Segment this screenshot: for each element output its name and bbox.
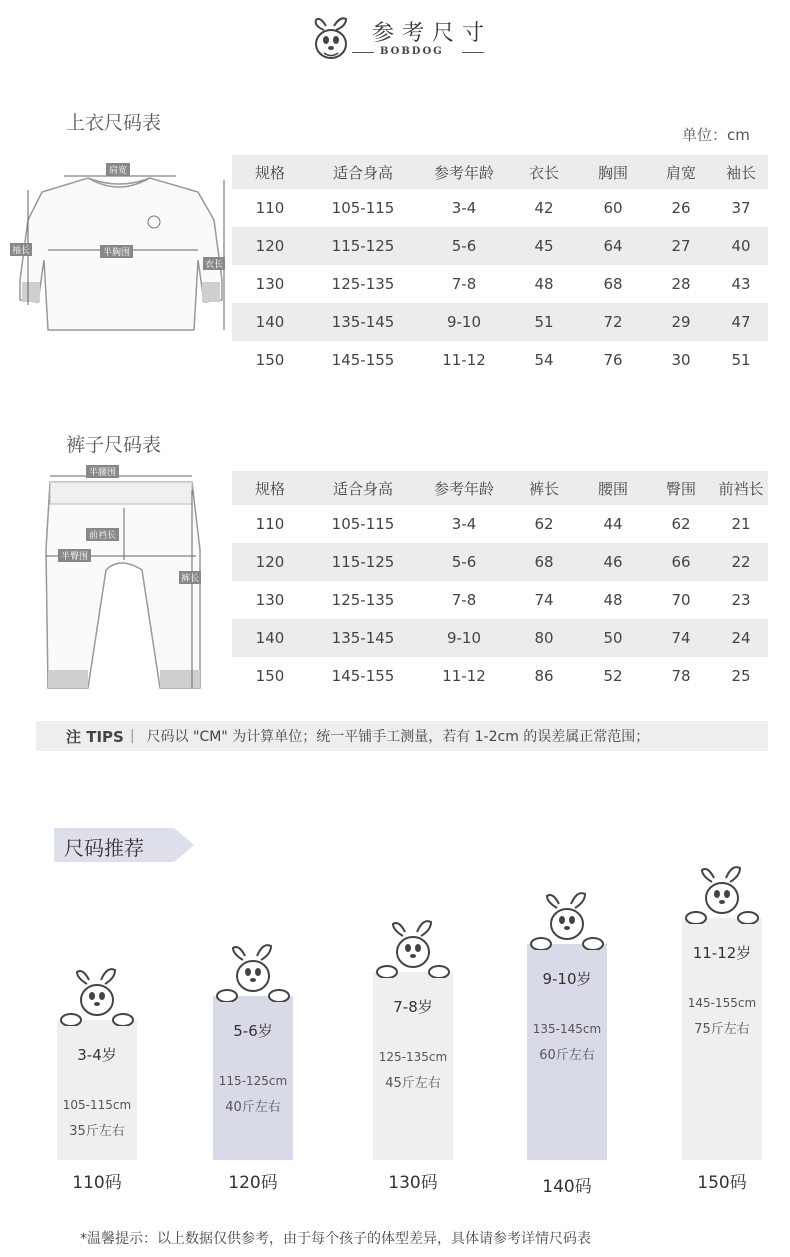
table-row bbox=[232, 227, 768, 265]
table-header-cell: 规格 bbox=[254, 479, 285, 498]
table-header-row bbox=[232, 471, 768, 505]
table-header-cell: 裤长 bbox=[528, 479, 559, 498]
table-cell: 28 bbox=[671, 275, 691, 293]
table-header-cell: 前裆长 bbox=[718, 479, 764, 498]
table-header-cell: 袖长 bbox=[725, 163, 756, 182]
tips-separator: | bbox=[129, 728, 135, 744]
table-header-cell: 腰围 bbox=[597, 479, 628, 498]
table-cell: 120 bbox=[255, 553, 285, 571]
size-label: 150码 bbox=[697, 1173, 747, 1193]
table-header-cell: 肩宽 bbox=[665, 163, 696, 182]
table-cell: 27 bbox=[671, 237, 691, 255]
rise-label: 前裆长 bbox=[86, 528, 119, 541]
table-cell: 86 bbox=[534, 667, 554, 685]
table-cell: 40 bbox=[731, 237, 751, 255]
weight: 40斤左右 bbox=[225, 1100, 281, 1115]
table-cell: 50 bbox=[603, 629, 623, 647]
table-cell: 72 bbox=[603, 313, 623, 331]
size-label: 140码 bbox=[542, 1177, 592, 1197]
height-range: 135-145cm bbox=[532, 1022, 602, 1036]
table-cell: 43 bbox=[731, 275, 751, 293]
tips-bar bbox=[36, 721, 768, 751]
table-cell: 135-145 bbox=[331, 629, 395, 647]
page-title: 参考尺寸 bbox=[372, 21, 493, 46]
table-header-cell: 适合身高 bbox=[332, 163, 393, 182]
table-row bbox=[232, 303, 768, 341]
table-cell: 145-155 bbox=[331, 351, 395, 369]
table-cell: 62 bbox=[534, 515, 554, 533]
pants-size-table bbox=[232, 471, 768, 695]
size-bar bbox=[682, 918, 762, 1160]
table-cell: 140 bbox=[255, 313, 285, 331]
table-cell: 24 bbox=[731, 629, 751, 647]
height-range: 125-135cm bbox=[378, 1050, 448, 1064]
age-range: 7-8岁 bbox=[393, 998, 433, 1016]
weight: 60斤左右 bbox=[539, 1048, 595, 1063]
table-header-cell: 规格 bbox=[254, 163, 285, 182]
pants-section-title: 裤子尺码表 bbox=[66, 434, 162, 456]
size-label: 130码 bbox=[388, 1173, 438, 1193]
table-cell: 46 bbox=[603, 553, 623, 571]
table-cell: 64 bbox=[603, 237, 623, 255]
table-row bbox=[232, 619, 768, 657]
table-cell: 150 bbox=[255, 351, 285, 369]
table-cell: 5-6 bbox=[451, 237, 477, 255]
table-cell: 44 bbox=[603, 515, 623, 533]
chest-label: 半胸围 bbox=[100, 245, 133, 258]
weight: 35斤左右 bbox=[69, 1124, 125, 1139]
table-cell: 60 bbox=[603, 199, 623, 217]
table-row bbox=[232, 543, 768, 581]
table-cell: 62 bbox=[671, 515, 691, 533]
table-cell: 5-6 bbox=[451, 553, 477, 571]
table-cell: 48 bbox=[534, 275, 554, 293]
size-label: 120码 bbox=[228, 1173, 278, 1193]
hip-label: 半臀围 bbox=[58, 549, 91, 562]
age-range: 9-10岁 bbox=[542, 970, 592, 988]
table-row bbox=[232, 341, 768, 379]
table-cell: 130 bbox=[255, 275, 285, 293]
dog-mascot-icon bbox=[527, 890, 607, 950]
table-cell: 74 bbox=[534, 591, 554, 609]
table-cell: 115-125 bbox=[331, 237, 395, 255]
dog-mascot-icon bbox=[682, 864, 762, 924]
table-row bbox=[232, 581, 768, 619]
table-row bbox=[232, 189, 768, 227]
shoulder-label: 肩宽 bbox=[106, 163, 130, 176]
dog-mascot-icon bbox=[57, 966, 137, 1026]
weight: 45斤左右 bbox=[385, 1076, 441, 1091]
table-cell: 7-8 bbox=[451, 591, 477, 609]
table-cell: 52 bbox=[603, 667, 623, 685]
table-cell: 3-4 bbox=[451, 199, 477, 217]
table-cell: 21 bbox=[731, 515, 751, 533]
table-cell: 125-135 bbox=[331, 591, 395, 609]
weight: 75斤左右 bbox=[694, 1022, 750, 1037]
table-cell: 47 bbox=[731, 313, 751, 331]
table-header-row bbox=[232, 155, 768, 189]
table-cell: 23 bbox=[731, 591, 751, 609]
unit-label: 单位：cm bbox=[682, 126, 750, 144]
table-cell: 110 bbox=[255, 515, 285, 533]
table-cell: 145-155 bbox=[331, 667, 395, 685]
table-cell: 51 bbox=[534, 313, 554, 331]
table-cell: 130 bbox=[255, 591, 285, 609]
age-range: 5-6岁 bbox=[233, 1022, 273, 1040]
table-header-cell: 参考年龄 bbox=[433, 479, 494, 498]
table-cell: 150 bbox=[255, 667, 285, 685]
size-bar bbox=[213, 996, 293, 1160]
table-cell: 120 bbox=[255, 237, 285, 255]
table-cell: 140 bbox=[255, 629, 285, 647]
recommend-title: 尺码推荐 bbox=[64, 836, 144, 860]
table-cell: 74 bbox=[671, 629, 691, 647]
table-cell: 105-115 bbox=[331, 199, 395, 217]
size-label: 110码 bbox=[72, 1173, 122, 1193]
table-cell: 115-125 bbox=[331, 553, 395, 571]
table-row bbox=[232, 657, 768, 695]
table-header-cell: 参考年龄 bbox=[433, 163, 494, 182]
table-cell: 11-12 bbox=[442, 351, 486, 369]
table-cell: 51 bbox=[731, 351, 751, 369]
length-label: 衣长 bbox=[203, 257, 225, 270]
table-cell: 3-4 bbox=[451, 515, 477, 533]
tips-text: 尺码以 "CM" 为计算单位；统一平铺手工测量，若有 1-2cm 的误差属正常范围； bbox=[146, 729, 650, 745]
table-cell: 25 bbox=[731, 667, 751, 685]
table-cell: 125-135 bbox=[331, 275, 395, 293]
table-cell: 26 bbox=[671, 199, 691, 217]
table-cell: 45 bbox=[534, 237, 554, 255]
table-cell: 9-10 bbox=[446, 629, 482, 647]
table-header-cell: 适合身高 bbox=[332, 479, 393, 498]
bobdog-logo-icon bbox=[306, 14, 356, 64]
brand-name: BOBDOG bbox=[380, 46, 444, 57]
table-cell: 37 bbox=[731, 199, 751, 217]
table-cell: 9-10 bbox=[446, 313, 482, 331]
table-cell: 68 bbox=[534, 553, 554, 571]
table-cell: 76 bbox=[603, 351, 623, 369]
dog-mascot-icon bbox=[373, 918, 453, 978]
table-header-cell: 衣长 bbox=[528, 163, 559, 182]
table-header-cell: 臀围 bbox=[665, 479, 696, 498]
top-size-table bbox=[232, 155, 768, 379]
size-bar bbox=[373, 972, 453, 1160]
height-range: 115-125cm bbox=[218, 1074, 288, 1088]
divider bbox=[352, 52, 374, 53]
table-cell: 7-8 bbox=[451, 275, 477, 293]
divider bbox=[462, 52, 484, 53]
table-cell: 105-115 bbox=[331, 515, 395, 533]
pants-length-label: 裤长 bbox=[179, 571, 201, 584]
size-bar bbox=[527, 944, 607, 1160]
age-range: 3-4岁 bbox=[77, 1046, 117, 1064]
tips-label: 注 TIPS bbox=[66, 727, 124, 746]
table-cell: 22 bbox=[731, 553, 751, 571]
table-cell: 29 bbox=[671, 313, 691, 331]
table-cell: 11-12 bbox=[442, 667, 486, 685]
sleeve-label: 袖长 bbox=[10, 243, 32, 256]
table-cell: 110 bbox=[255, 199, 285, 217]
footnote: *温馨提示：以上数据仅供参考，由于每个孩子的体型差异，具体请参考详情尺码表 bbox=[80, 1231, 591, 1247]
table-cell: 135-145 bbox=[331, 313, 395, 331]
table-cell: 48 bbox=[603, 591, 623, 609]
table-cell: 66 bbox=[671, 553, 691, 571]
top-section-title: 上衣尺码表 bbox=[66, 112, 162, 134]
table-cell: 42 bbox=[534, 199, 554, 217]
table-row bbox=[232, 265, 768, 303]
table-header-cell: 胸围 bbox=[597, 163, 628, 182]
shirt-diagram bbox=[8, 160, 230, 360]
table-cell: 54 bbox=[534, 351, 554, 369]
table-cell: 80 bbox=[534, 629, 554, 647]
table-cell: 78 bbox=[671, 667, 691, 685]
size-bar bbox=[57, 1020, 137, 1160]
age-range: 11-12岁 bbox=[692, 944, 752, 962]
table-row bbox=[232, 505, 768, 543]
height-range: 105-115cm bbox=[62, 1098, 132, 1112]
height-range: 145-155cm bbox=[687, 996, 757, 1010]
table-cell: 68 bbox=[603, 275, 623, 293]
waist-label: 半腰围 bbox=[86, 465, 119, 478]
dog-mascot-icon bbox=[213, 942, 293, 1002]
table-cell: 70 bbox=[671, 591, 691, 609]
table-cell: 30 bbox=[671, 351, 691, 369]
